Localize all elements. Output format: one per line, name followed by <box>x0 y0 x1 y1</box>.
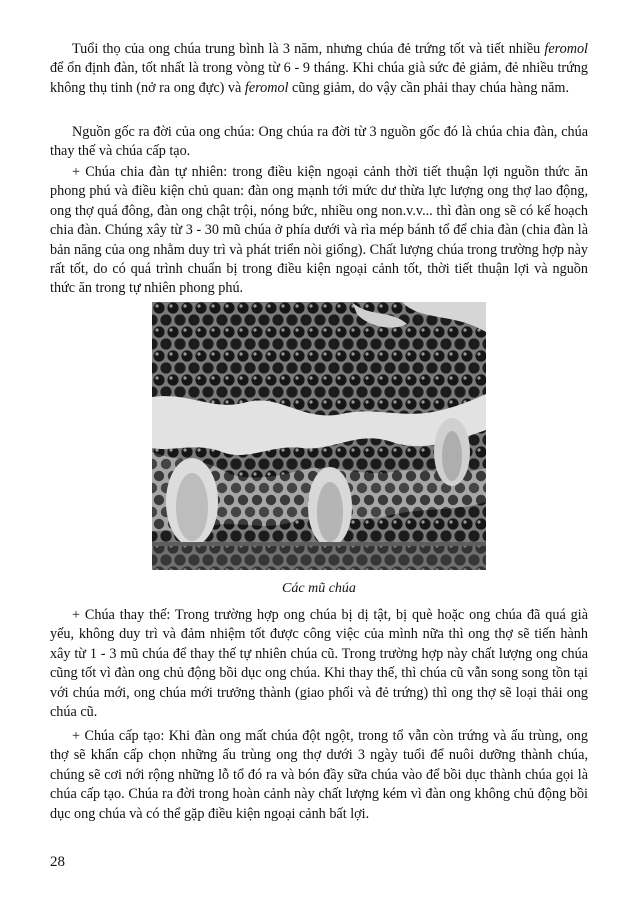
paragraph-replacement-queen <box>50 606 588 722</box>
origin-text: Nguồn gốc ra đời của ong chúa: Ong chúa ra đời từ 3 nguồn gốc đó là chúa chia đàn, chúa thay thế và chúa cấp tạo. <box>50 124 588 160</box>
paragraph-lifespan <box>50 40 588 98</box>
honeycomb-image <box>152 302 486 570</box>
emergency-text: + Chúa cấp tạo: Khi đàn ong mất chúa đột ngột, trong tổ vẫn còn trứng và ấu trùng, ong thợ sẽ khẩn cấp chọn những ấu trùng ong thợ dưới 3 ngày tuổi để nuôi dưỡng thành chúa, chúng sẽ cơi nới rộng những lỗ tổ đó ra và bón đầy sữa chúa vào để bồi dục thành chúa gọi là chúa cấp tạo. Chúa ra đời trong hoàn cảnh này chất lượng kém vì đàn ong không chủ động bồi dục ong chúa và có thể gặp điều kiện ngoại cảnh bất lợi. <box>50 728 588 822</box>
lifespan-text-3: cũng giảm, do vậy cần phải thay chúa hàng năm. <box>292 79 569 96</box>
paragraph-origin <box>50 123 588 162</box>
paragraph-emergency-queen <box>50 727 588 824</box>
page-number: 28 <box>50 854 65 870</box>
queen-cells-photo <box>152 302 486 570</box>
lifespan-text-1: Tuổi thọ của ong chúa trung bình là 3 năm, nhưng chúa đẻ trứng tốt và tiết nhiều <box>72 41 541 57</box>
feromol-term: feromol <box>544 41 588 57</box>
paragraph-natural-swarm-queen <box>50 163 588 299</box>
feromol-term: feromol <box>244 79 289 96</box>
natural-swarm-text: + Chúa chia đàn tự nhiên: trong điều kiện ngoại cảnh thời tiết thuận lợi nguồn thức ăn phong phú và điều kiện chủ quan: đàn ong mạnh tới mức dư thừa lực lượng ong thợ lao động, ong thợ quá đông, đàn ong chật trội, nóng bức, nhiều ong non.v.v... thì đàn ong sẽ có kế hoạch chia đàn. Chúng xây từ 3 - 30 mũ chúa ở phía dưới và rìa mép bánh tổ để chia đàn (chia đàn là bản năng của ong nhằm duy trì và phát triển nòi giống). Chất lượng chúa trong trường hợp này rất tốt, do có quá trình chuẩn bị trong điều kiện ngoại cảnh tốt, thời tiết thuận lợi và nguồn thức ăn trong tự nhiên phong phú. <box>50 164 588 297</box>
replacement-text: + Chúa thay thế: Trong trường hợp ong chúa bị dị tật, bị què hoặc ong chúa đã quá già yếu, không duy trì và đảm nhiệm tốt được công việc của mình nữa thì ong thợ sẽ tiến hành xây từ 1 - 3 mũ chúa để thay thế tự nhiên chúa cũ. Trong trường hợp này chất lượng ong chúa cũng tốt vì đàn ong chủ động bồi dục ong chúa. Khi thay thế, thì chúa cũ vẫn song song tồn tại với chúa mới, ong chúa mới trưởng thành (giao phối và đẻ trứng) thì ong thợ sẽ loại thải ong chúa cũ. <box>50 607 588 721</box>
lifespan-text-2: để ổn định đàn, tốt nhất là trong vòng từ 6 - 9 tháng. Khi chúa già sức đẻ giảm, đẻ nhiều trứng không thụ tinh (nở ra ong đực) và <box>50 60 588 96</box>
figure-caption: Các mũ chúa <box>282 581 356 596</box>
